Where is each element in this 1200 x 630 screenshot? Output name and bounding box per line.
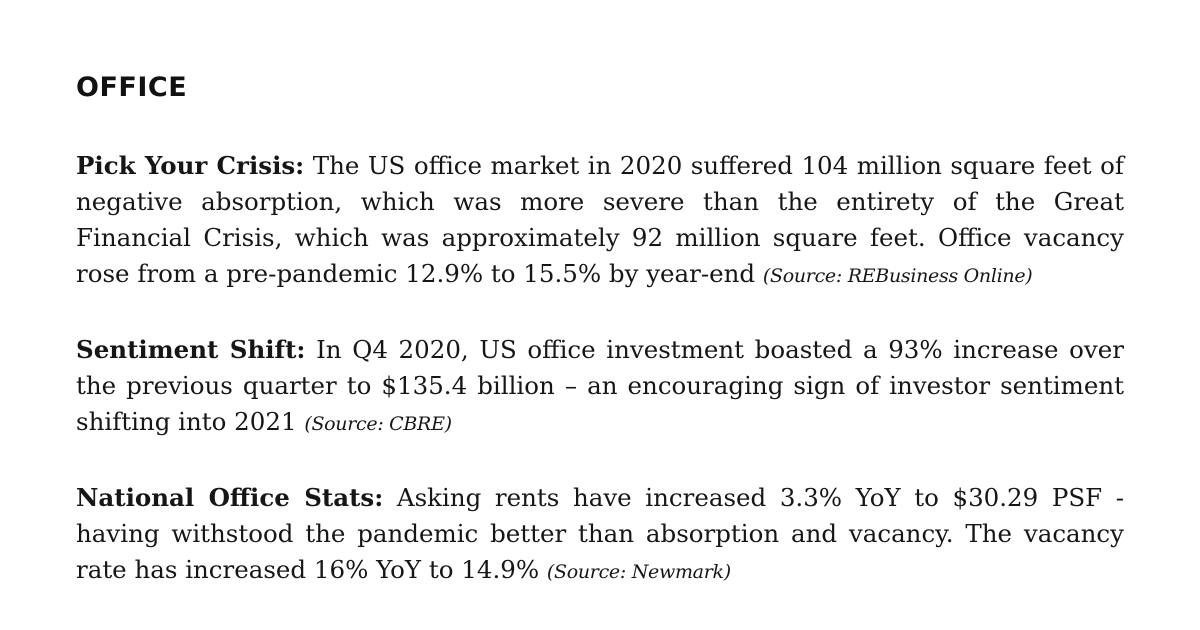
- source-citation: (Source: CBRE): [304, 413, 452, 435]
- source-citation: (Source: Newmark): [546, 561, 731, 583]
- paragraph-lead: National Office Stats:: [76, 483, 384, 512]
- paragraph-body: The US office market in 2020 suffered 104 million square feet of negative absorption, which was more severe than the entirety of the Great Financial Crisis, which was approximately 92 million square feet. Office vacancy rose from a pre-pandemic 12.9% to 15.5% by year-end: [76, 151, 1124, 288]
- paragraph-body: In Q4 2020, US office investment boasted a 93% increase over the previous quarter to $135.4 billion – an encouraging sign of investor sentiment shifting into 2021: [76, 335, 1124, 436]
- source-citation: (Source: REBusiness Online): [762, 265, 1033, 287]
- paragraph-lead: Pick Your Crisis:: [76, 151, 305, 180]
- paragraph-lead: Sentiment Shift:: [76, 335, 306, 364]
- paragraph-national-office-stats: [76, 480, 1124, 590]
- document-page: [76, 70, 1124, 628]
- paragraph-body: Asking rents have increased 3.3% YoY to $30.29 PSF - having withstood the pandemic better than absorption and vacancy. The vacancy rate has increased 16% YoY to 14.9%: [76, 483, 1125, 584]
- paragraph-sentiment-shift: [76, 332, 1124, 442]
- section-title: OFFICE: [76, 72, 188, 103]
- paragraph-pick-your-crisis: [76, 148, 1124, 294]
